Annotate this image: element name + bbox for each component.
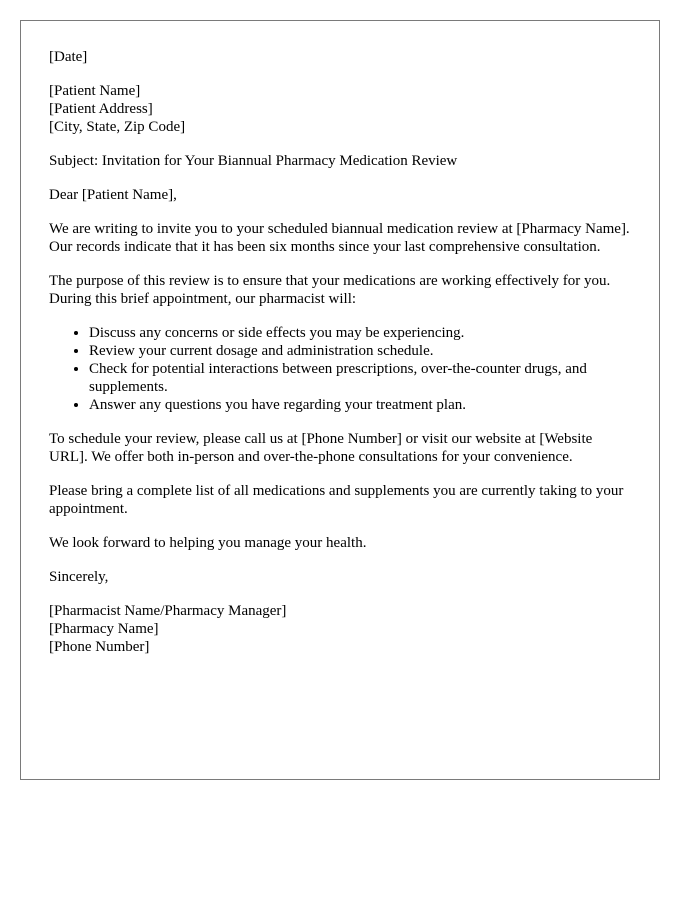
recipient-address: [Patient Address]: [49, 101, 153, 117]
letter-subject: Subject: Invitation for Your Biannual Pharmacy Medication Review: [49, 153, 458, 169]
list-item: • Review your current dosage and administration schedule.: [89, 342, 631, 360]
review-items-list: [49, 324, 631, 414]
body-paragraph-scheduling: To schedule your review, please call us at [Phone Number] or visit our website at [Website URL]. We offer both in-person and over-the-phone consultations for your convenience.: [49, 431, 593, 465]
letter-salutation: Dear [Patient Name],: [49, 187, 177, 203]
letter-page: [20, 20, 660, 780]
signature-block: [49, 602, 631, 656]
signature-name: [Pharmacist Name/Pharmacy Manager]: [49, 603, 287, 619]
list-item: • Answer any questions you have regarding your treatment plan.: [89, 396, 631, 414]
letter-date: [Date]: [49, 49, 88, 65]
list-item: • Check for potential interactions between prescriptions, over-the-counter drugs, and supplements.: [89, 360, 631, 396]
list-item: • Discuss any concerns or side effects you may be experiencing.: [89, 324, 631, 342]
recipient-name: [Patient Name]: [49, 83, 141, 99]
letter-closing: Sincerely,: [49, 569, 109, 585]
body-paragraph-closing-remark: We look forward to helping you manage your health.: [49, 535, 367, 551]
recipient-address-block: [49, 82, 631, 136]
recipient-city-state-zip: [City, State, Zip Code]: [49, 119, 186, 135]
signature-pharmacy: [Pharmacy Name]: [49, 621, 159, 637]
body-paragraph-invitation: We are writing to invite you to your scheduled biannual medication review at [Pharmacy Name]. Our records indicate that it has been six months since your last comprehensive consultation.: [49, 221, 630, 255]
body-paragraph-bring-list: Please bring a complete list of all medications and supplements you are currently taking to your appointment.: [49, 483, 624, 517]
body-paragraph-purpose: The purpose of this review is to ensure that your medications are working effectively for you. During this brief appointment, our pharmacist will:: [49, 273, 611, 307]
signature-phone: [Phone Number]: [49, 639, 150, 655]
